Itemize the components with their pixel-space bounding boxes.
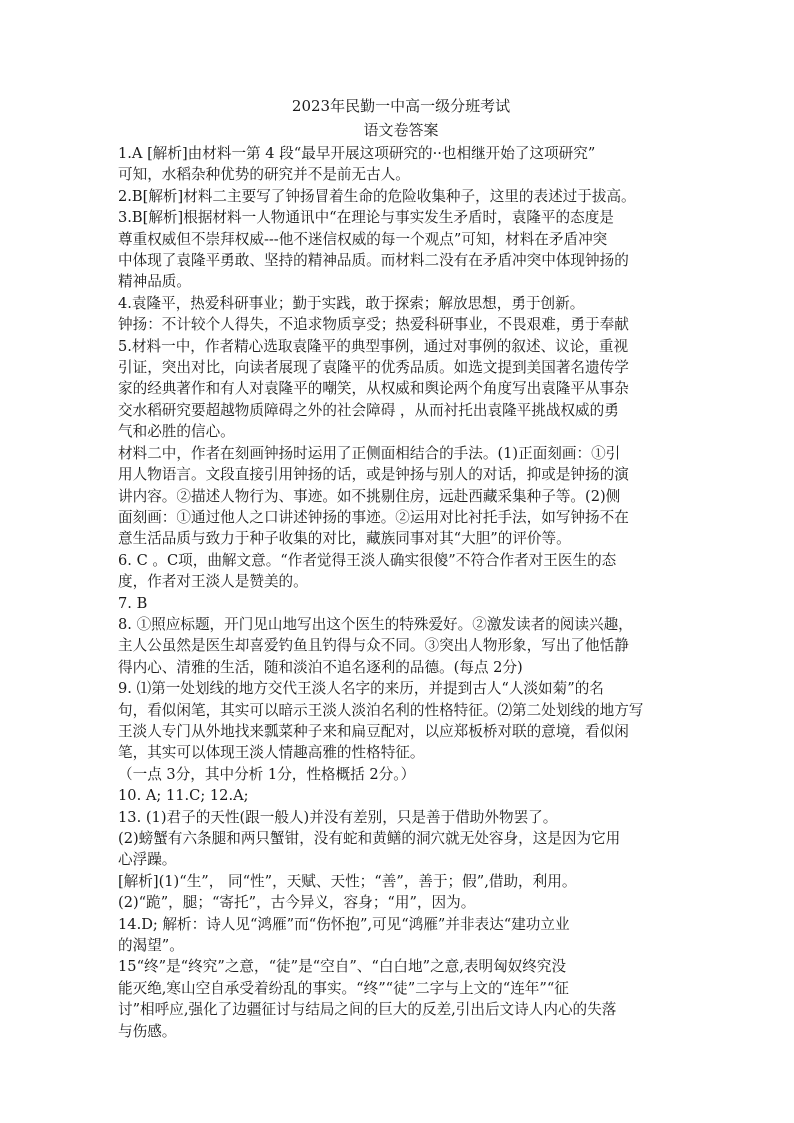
answer-line: 面刻画：①通过他人之口讲述钟扬的事迹。②运用对比衬托手法，如写钟扬不在: [118, 508, 629, 526]
answer-line: 王淡人专门从外地找来瓢菜种子来和扁豆配对，以应郑板桥对联的意境，看似闲: [118, 722, 629, 740]
answer-line: 尊重权威但不崇拜权威---他不迷信权威的每一个观点”可知，材料在矛盾冲突: [118, 230, 608, 248]
page-title: 2023年民勤一中高一级分班考试: [291, 97, 511, 115]
answer-line: 度，作者对王淡人是赞美的。: [118, 573, 308, 591]
answer-line: 句，看似闲笔，其实可以暗示王淡人淡泊名利的性格特征。⑵第二处划线的地方写: [118, 701, 644, 719]
answer-line: 得内心、清雅的生活，随和淡泊不追名逐利的品德。(每点 2分): [118, 658, 523, 676]
answer-line: 钟扬：不计较个人得失，不追求物质享受；热爱科研事业，不畏艰难，勇于奉献: [118, 316, 629, 334]
answer-line: 材料二中，作者在刻画钟扬时运用了正侧面相结合的手法。(1)正面刻画：①引: [118, 444, 621, 462]
answer-line: 15“终”是“终究”之意，“徒”是“空自”、“白白地”之意,表明匈奴终究没: [118, 958, 567, 976]
answer-line: 10. A; 11.C; 12.A;: [118, 787, 249, 805]
answer-line: 14.D; 解析：诗人见“鸿雁”而“伤怀抱”,可见“鸿雁”并非表达“建功立业: [118, 915, 570, 933]
answer-line: 6. C 。C项，曲解文意。“作者觉得王淡人确实很傻”不符合作者对王医生的态: [118, 551, 617, 569]
answer-line: 5.材料一中，作者精心选取袁隆平的典型事例，通过对事例的叙述、议论，重视: [118, 337, 629, 355]
answer-line: 8. ①照应标题，开门见山地写出这个医生的特殊爱好。②激发读者的阅读兴趣，: [118, 615, 633, 633]
answer-line: 2.B[解析]材料二主要写了钟扬冒着生命的危险收集种子，这里的表述过于拔高。: [118, 187, 636, 205]
answer-sheet: [118, 95, 684, 1042]
answer-line: 能灭绝,寒山空自承受着纷乱的事实。“终”“徒”二字与上文的“连年”“征: [118, 979, 569, 997]
answer-line: （一点 3分，其中分析 1分，性格概括 2分。）: [118, 765, 416, 783]
answer-line: 家的经典著作和有人对袁隆平的嘲笑，从权威和舆论两个角度写出袁隆平从事杂: [118, 380, 629, 398]
answer-line: (2)“跪”，腿；“寄托”，古今异义，容身；“用”，因为。: [118, 894, 476, 912]
answer-line: 讨”相呼应,强化了边疆征讨与结局之间的巨大的反差,引出后文诗人内心的失落: [118, 1001, 617, 1019]
answer-line: 9. ⑴第一处划线的地方交代王淡人名字的来历，并提到古人“人淡如菊”的名: [118, 680, 604, 698]
answer-line: 13. (1)君子的天性(跟一般人)并没有差别，只是善于借助外物罢了。: [118, 808, 558, 826]
answer-line: 讲内容。②描述人物行为、事迹。如不挑剔住房，远赴西藏采集种子等。(2)侧: [118, 487, 621, 505]
answer-line: 心浮躁。: [118, 851, 177, 869]
answer-line: 主人公虽然是医生却喜爱钓鱼且钓得与众不同。③突出人物形象，写出了他恬静: [118, 637, 629, 655]
answer-line: 气和必胜的信心。: [118, 423, 235, 441]
answer-line: 1.A [解析]由材料一第 4 段“最早开展这项研究的··也相继开始了这项研究”: [118, 145, 596, 162]
answer-line: 中体现了袁隆平勇敢、坚持的精神品质。而材料二没有在矛盾冲突中体现钟扬的: [118, 252, 629, 270]
page-subtitle: 语文卷答案: [363, 121, 439, 139]
answer-line: 的渴望”。: [118, 937, 184, 955]
answer-line: 4.袁隆平，热爱科研事业；勤于实践，敢于探索；解放思想，勇于创新。: [118, 294, 585, 312]
answer-body: [118, 143, 684, 1042]
answer-line: 交水稻研究要超越物质障碍之外的社会障碍 ，从而衬托出袁隆平挑战权威的勇: [118, 401, 619, 419]
answer-line: [解析](1)“生”， 同“性”，天赋、天性；“善”，善于；假”,借助，利用。: [118, 872, 577, 890]
answer-line: 引证，突出对比，向读者展现了袁隆平的优秀品质。如选文提到美国著名遗传学: [118, 359, 629, 377]
answer-line: 可知，水稻杂种优势的研究并不是前无古人。: [118, 166, 410, 184]
answer-line: 与伤感。: [118, 1022, 177, 1040]
answer-line: 用人物语言。文段直接引用钟扬的话，或是钟扬与别人的对话，抑或是钟扬的演: [118, 466, 629, 484]
answer-line: 意生活品质与致力于种子收集的对比，藏族同事对其“大胆”的评价等。: [118, 530, 571, 548]
answer-line: 精神品质。: [118, 273, 191, 291]
answer-line: 笔，其实可以体现王淡人情趣高雅的性格特征。: [118, 744, 425, 762]
answer-line: 3.B[解析]根据材料一人物通讯中“在理论与事实发生矛盾时，袁隆平的态度是: [118, 209, 614, 227]
answer-line: (2)螃蟹有六条腿和两只蟹钳，没有蛇和黄鳝的洞穴就无处容身，这是因为它用: [118, 830, 621, 847]
answer-line: 7. B: [118, 594, 148, 612]
